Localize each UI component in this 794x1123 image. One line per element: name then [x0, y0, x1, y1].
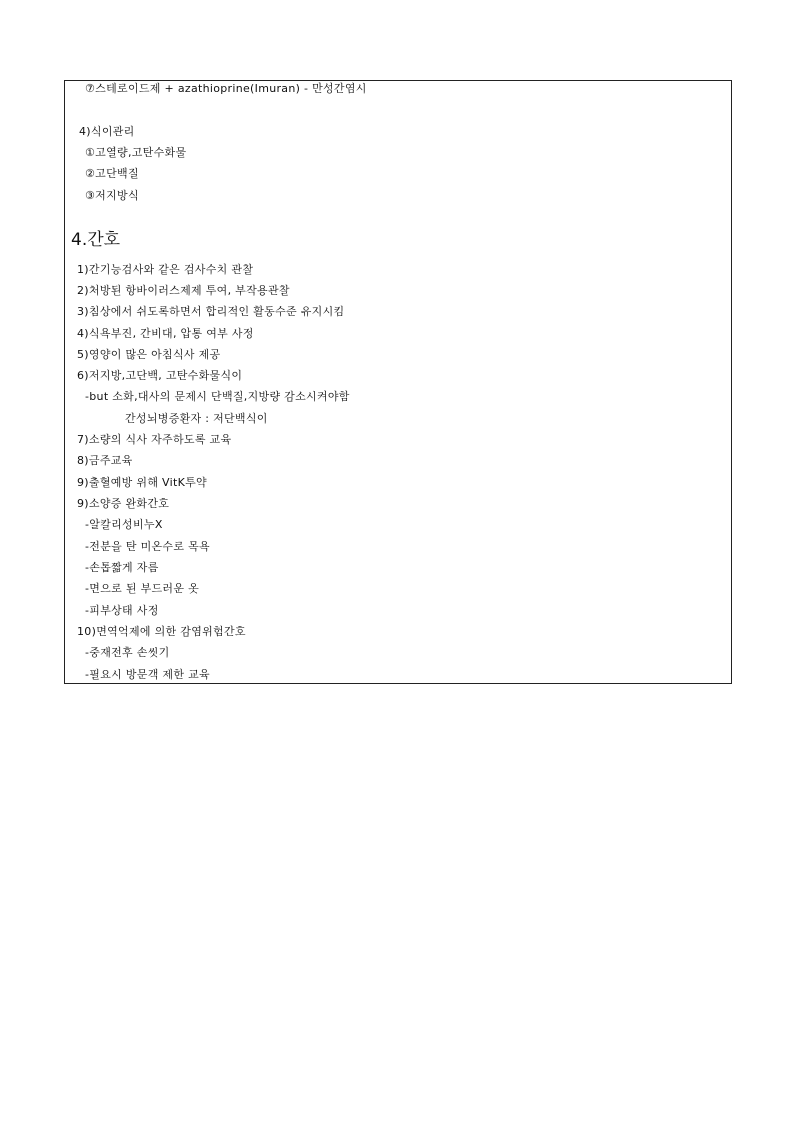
nursing-line: 8)금주교육	[77, 454, 133, 467]
nursing-line: 4)식욕부진, 간비대, 압통 여부 사정	[77, 327, 254, 340]
nursing-line: 간성뇌병증환자 : 저단백식이	[125, 412, 268, 425]
diet-item: ②고단백질	[85, 167, 139, 180]
nursing-line: -중재전후 손씻기	[85, 646, 170, 659]
nursing-line: 10)면역억제에 의한 감염위험간호	[77, 625, 246, 638]
nursing-line: -피부상태 사정	[85, 604, 159, 617]
section-heading: 4.간호	[71, 230, 121, 250]
nursing-line: -알칼리성비누X	[85, 518, 163, 531]
diet-title: 4)식이관리	[79, 125, 135, 138]
nursing-line: -전분을 탄 미온수로 목욕	[85, 540, 210, 553]
nursing-line: 1)간기능검사와 같은 검사수치 관찰	[77, 263, 254, 276]
content-box	[64, 80, 732, 684]
nursing-line: 9)출혈예방 위해 VitK투약	[77, 476, 207, 489]
diet-item: ③저지방식	[85, 189, 139, 202]
nursing-line: -손톱짧게 자름	[85, 561, 159, 574]
nursing-line: -but 소화,대사의 문제시 단백질,지방량 감소시켜야함	[85, 390, 350, 403]
nursing-line: 6)저지방,고단백, 고탄수화물식이	[77, 369, 243, 382]
nursing-line: 7)소량의 식사 자주하도록 교육	[77, 433, 232, 446]
nursing-line: 5)영양이 많은 아침식사 제공	[77, 348, 221, 361]
nursing-line: -필요시 방문객 제한 교육	[85, 668, 210, 681]
nursing-line: -면으로 된 부드러운 옷	[85, 582, 199, 595]
nursing-line: 2)처방된 항바이러스제제 투여, 부작용관찰	[77, 284, 290, 297]
treatment-item: ⑦스테로이드제 + azathioprine(Imuran) - 만성간염시	[85, 82, 367, 95]
nursing-line: 9)소양증 완화간호	[77, 497, 170, 510]
nursing-line: 3)침상에서 쉬도록하면서 합리적인 활동수준 유지시킴	[77, 305, 345, 318]
diet-item: ①고열량,고탄수화물	[85, 146, 187, 159]
